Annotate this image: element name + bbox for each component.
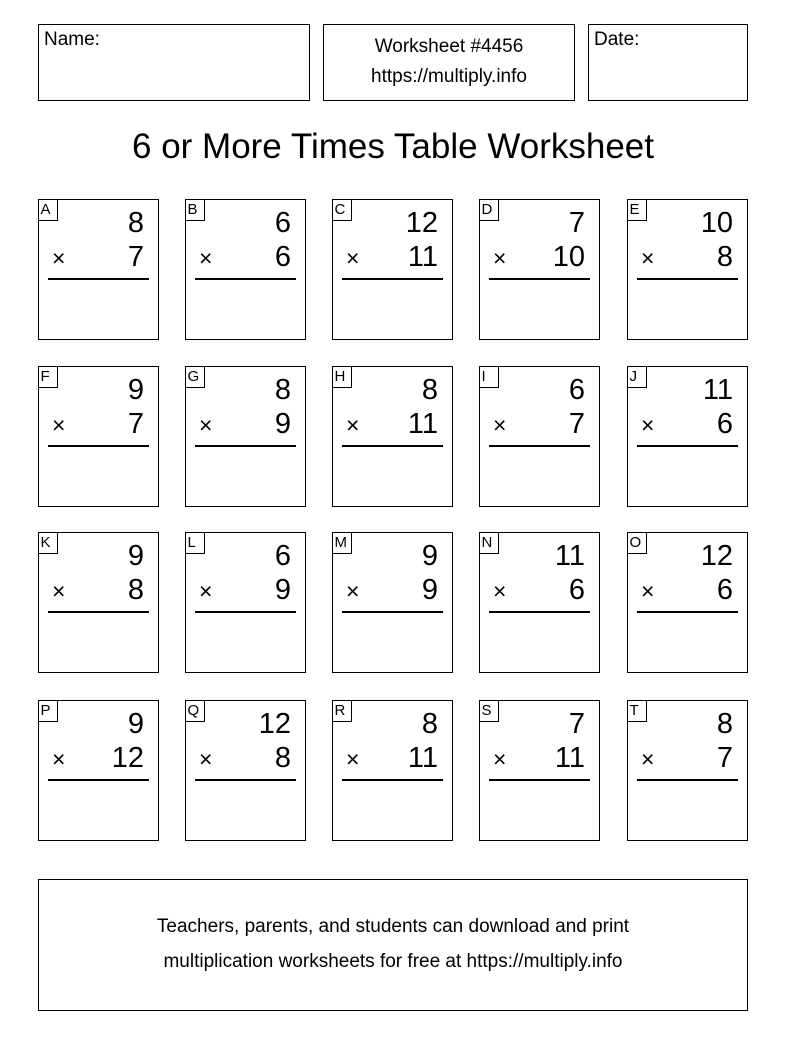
- problem-letter: C: [332, 199, 352, 221]
- answer-line: [48, 445, 149, 447]
- problem-letter: K: [38, 532, 58, 554]
- problem-card-p[interactable]: [38, 700, 159, 841]
- multiplicand: 6: [274, 540, 291, 572]
- name-label: Name:: [44, 29, 100, 50]
- times-sign: ×: [199, 578, 213, 604]
- multiplier: 7: [568, 408, 585, 440]
- multiplier: 11: [407, 408, 438, 440]
- answer-line: [637, 445, 738, 447]
- multiplier: 9: [421, 574, 438, 606]
- multiplier: 6: [716, 574, 733, 606]
- multiplicand: 8: [421, 708, 438, 740]
- multiplier: 9: [274, 574, 291, 606]
- times-sign: ×: [493, 245, 507, 271]
- multiplicand: 7: [568, 207, 585, 239]
- problem-letter: T: [627, 700, 647, 722]
- answer-line: [48, 779, 149, 781]
- multiplier: 7: [127, 408, 144, 440]
- footer-box: [38, 879, 748, 1011]
- problem-letter: B: [185, 199, 205, 221]
- times-sign: ×: [199, 746, 213, 772]
- problem-letter: J: [627, 366, 647, 388]
- date-label: Date:: [594, 29, 640, 50]
- answer-line: [195, 779, 296, 781]
- multiplicand: 8: [716, 708, 733, 740]
- problem-card-e[interactable]: [627, 199, 748, 340]
- worksheet-info-box: [323, 24, 575, 101]
- problem-letter: N: [479, 532, 499, 554]
- problem-card-f[interactable]: [38, 366, 159, 507]
- multiplicand: 11: [702, 374, 733, 406]
- problem-card-i[interactable]: [479, 366, 600, 507]
- problem-card-d[interactable]: [479, 199, 600, 340]
- times-sign: ×: [641, 412, 655, 438]
- multiplicand: 9: [421, 540, 438, 572]
- footer-text-line-2: multiplication worksheets for free at https://multiply.info: [163, 951, 623, 972]
- problem-card-q[interactable]: [185, 700, 306, 841]
- answer-line: [342, 611, 443, 613]
- times-sign: ×: [52, 412, 66, 438]
- problem-letter: D: [479, 199, 499, 221]
- multiplier: 11: [407, 742, 438, 774]
- multiplier: 6: [274, 241, 291, 273]
- worksheet-title: 6 or More Times Table Worksheet: [132, 127, 654, 166]
- answer-line: [195, 278, 296, 280]
- multiplicand: 6: [274, 207, 291, 239]
- problem-card-k[interactable]: [38, 532, 159, 673]
- multiplicand: 9: [127, 708, 144, 740]
- problem-card-g[interactable]: [185, 366, 306, 507]
- times-sign: ×: [52, 578, 66, 604]
- times-sign: ×: [493, 412, 507, 438]
- times-sign: ×: [493, 578, 507, 604]
- problem-card-r[interactable]: [332, 700, 453, 841]
- problem-letter: L: [185, 532, 205, 554]
- times-sign: ×: [493, 746, 507, 772]
- multiplicand: 12: [258, 708, 291, 740]
- problem-letter: P: [38, 700, 58, 722]
- multiplicand: 12: [700, 540, 733, 572]
- multiplicand: 7: [568, 708, 585, 740]
- times-sign: ×: [346, 412, 360, 438]
- multiplier: 11: [554, 742, 585, 774]
- multiplicand: 8: [274, 374, 291, 406]
- worksheet-number: Worksheet #4456: [374, 36, 524, 57]
- times-sign: ×: [346, 578, 360, 604]
- website-url: https://multiply.info: [371, 66, 527, 87]
- multiplier: 8: [274, 742, 291, 774]
- times-sign: ×: [52, 746, 66, 772]
- answer-line: [489, 278, 590, 280]
- answer-line: [48, 278, 149, 280]
- multiplicand: 9: [127, 540, 144, 572]
- answer-line: [195, 611, 296, 613]
- answer-line: [48, 611, 149, 613]
- times-sign: ×: [641, 578, 655, 604]
- multiplicand: 9: [127, 374, 144, 406]
- multiplicand: 10: [700, 207, 733, 239]
- multiplier: 8: [716, 241, 733, 273]
- multiplicand: 8: [421, 374, 438, 406]
- problem-card-l[interactable]: [185, 532, 306, 673]
- multiplier: 11: [407, 241, 438, 273]
- date-field-box[interactable]: [588, 24, 748, 101]
- answer-line: [195, 445, 296, 447]
- answer-line: [342, 445, 443, 447]
- problem-letter: R: [332, 700, 352, 722]
- problem-letter: F: [38, 366, 58, 388]
- problem-letter: E: [627, 199, 647, 221]
- problem-letter: Q: [185, 700, 205, 722]
- problem-card-j[interactable]: [627, 366, 748, 507]
- multiplicand: 11: [554, 540, 585, 572]
- name-field-box[interactable]: [38, 24, 310, 101]
- multiplier: 6: [716, 408, 733, 440]
- multiplicand: 12: [405, 207, 438, 239]
- multiplier: 7: [716, 742, 733, 774]
- answer-line: [489, 445, 590, 447]
- multiplier: 9: [274, 408, 291, 440]
- answer-line: [489, 611, 590, 613]
- times-sign: ×: [346, 245, 360, 271]
- problem-letter: H: [332, 366, 352, 388]
- problem-card-s[interactable]: [479, 700, 600, 841]
- problem-letter: A: [38, 199, 58, 221]
- problem-card-n[interactable]: [479, 532, 600, 673]
- multiplier: 10: [552, 241, 585, 273]
- problem-card-o[interactable]: [627, 532, 748, 673]
- problem-card-a[interactable]: [38, 199, 159, 340]
- times-sign: ×: [641, 245, 655, 271]
- multiplier: 7: [127, 241, 144, 273]
- answer-line: [489, 779, 590, 781]
- problem-letter: S: [479, 700, 499, 722]
- times-sign: ×: [641, 746, 655, 772]
- times-sign: ×: [199, 412, 213, 438]
- times-sign: ×: [199, 245, 213, 271]
- answer-line: [342, 278, 443, 280]
- answer-line: [342, 779, 443, 781]
- multiplier: 6: [568, 574, 585, 606]
- problem-letter: O: [627, 532, 647, 554]
- answer-line: [637, 278, 738, 280]
- problem-card-b[interactable]: [185, 199, 306, 340]
- problem-card-h[interactable]: [332, 366, 453, 507]
- multiplicand: 8: [127, 207, 144, 239]
- footer-text-line-1: Teachers, parents, and students can download and print: [156, 916, 630, 937]
- multiplicand: 6: [568, 374, 585, 406]
- problem-card-m[interactable]: [332, 532, 453, 673]
- problem-letter: M: [332, 532, 352, 554]
- answer-line: [637, 779, 738, 781]
- problem-letter: I: [479, 366, 499, 388]
- problem-card-t[interactable]: [627, 700, 748, 841]
- times-sign: ×: [52, 245, 66, 271]
- times-sign: ×: [346, 746, 360, 772]
- multiplier: 12: [111, 742, 144, 774]
- problem-card-c[interactable]: [332, 199, 453, 340]
- answer-line: [637, 611, 738, 613]
- multiplier: 8: [127, 574, 144, 606]
- problem-letter: G: [185, 366, 205, 388]
